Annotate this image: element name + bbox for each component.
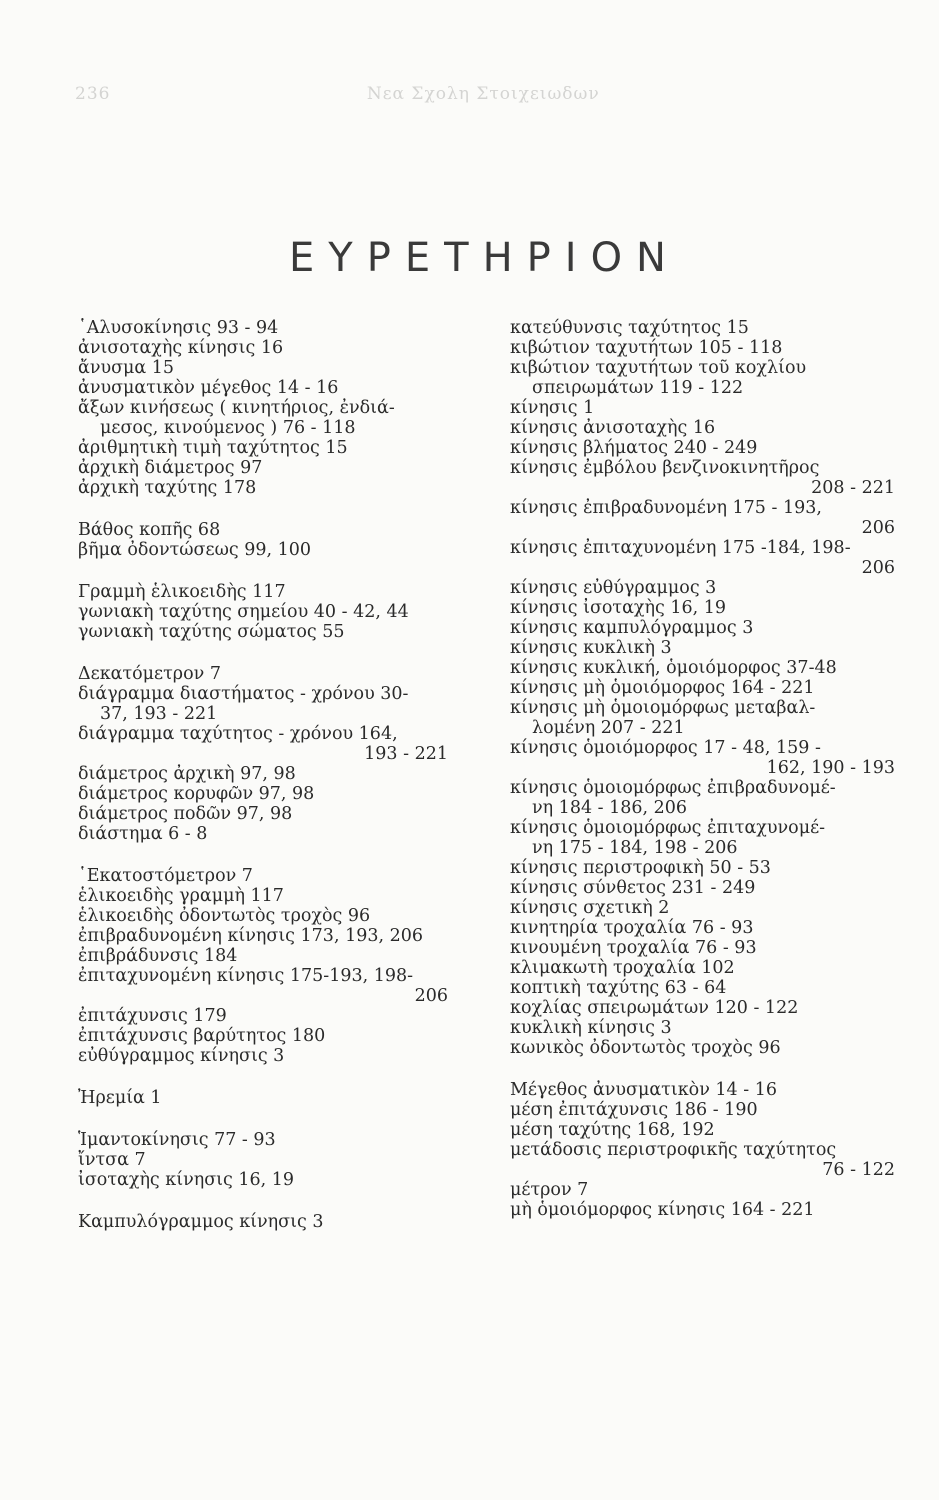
index-entry-continuation: 206: [861, 518, 895, 538]
index-entry-text: ῾Αλυσοκίνησις 93 - 94: [78, 318, 279, 338]
index-entry-continuation: 206: [861, 558, 895, 578]
index-entry-text: κωνικὸς ὀδοντωτὸς τροχὸς 96: [510, 1038, 781, 1058]
index-entry-text: διάμετρος ποδῶν 97, 98: [78, 804, 293, 824]
index-entry: [78, 1150, 448, 1170]
index-entry: [78, 520, 448, 540]
index-entry: [78, 602, 448, 622]
index-entry: [510, 1140, 895, 1180]
index-entry-text: κίνησις ἐπιταχυνομένη 175 -184, 198-: [510, 538, 851, 558]
index-entry: [510, 1080, 895, 1100]
index-entry: [78, 458, 448, 478]
index-entry: [510, 938, 895, 958]
index-entry-continuation: μεσος, κινούμενος ) 76 - 118: [100, 418, 356, 438]
index-entry: [78, 906, 448, 926]
index-entry-continuation: 193 - 221: [364, 744, 448, 764]
index-entry-text: ἐπιβράδυνσις 184: [78, 946, 238, 966]
index-entry-text: ῾Εκατοστόμετρον 7: [78, 866, 253, 886]
index-entry: [78, 664, 448, 684]
index-entry-text: Ἠρεμία 1: [78, 1088, 162, 1108]
index-entry: [510, 1120, 895, 1140]
index-entry-continuation: 37, 193 - 221: [100, 704, 218, 724]
index-entry: [78, 478, 448, 498]
index-entry-continuation: νη 184 - 186, 206: [532, 798, 688, 818]
index-entry-text: Δεκατόμετρον 7: [78, 664, 221, 684]
index-entry: [78, 824, 448, 844]
index-entry: [510, 738, 895, 778]
index-entry: [510, 318, 895, 338]
index-entry: [510, 1038, 895, 1058]
index-entry-text: κίνησις ἐπιβραδυνομένη 175 - 193,: [510, 498, 822, 518]
index-entry-text: ἐπιβραδυνομένη κίνησις 173, 193, 206: [78, 926, 424, 946]
index-entry-text: ἴντσα 7: [78, 1150, 146, 1170]
index-entry: [510, 978, 895, 998]
index-entry-text: κίνησις ὁμοιόμορφος 17 - 48, 159 -: [510, 738, 821, 758]
index-entry-text: βῆμα ὀδοντώσεως 99, 100: [78, 540, 311, 560]
letter-group-gap: [78, 498, 448, 520]
index-entry: [510, 398, 895, 418]
index-entry: [510, 1180, 895, 1200]
index-entry-text: ἑλικοειδὴς γραμμὴ 117: [78, 886, 284, 906]
index-entry: [78, 1046, 448, 1066]
index-entry-text: ἰσοταχὴς κίνησις 16, 19: [78, 1170, 295, 1190]
index-entry: [78, 886, 448, 906]
index-entry: [510, 658, 895, 678]
index-entry: [510, 358, 895, 398]
index-entry-text: κυκλικὴ κίνησις 3: [510, 1018, 672, 1038]
index-entry: [510, 638, 895, 658]
running-head: [75, 84, 865, 104]
index-entry-text: κίνησις 1: [510, 398, 595, 418]
index-entry-text: κλιμακωτὴ τροχαλία 102: [510, 958, 735, 978]
index-column-right: [510, 318, 895, 1220]
index-entry-text: ἀριθμητικὴ τιμὴ ταχύτητος 15: [78, 438, 348, 458]
index-entry: [510, 578, 895, 598]
index-entry-continuation: 206: [414, 986, 448, 1006]
index-entry-text: μέση ταχύτης 168, 192: [510, 1120, 715, 1140]
index-entry: [510, 958, 895, 978]
index-entry-text: κίνησις ὁμοιομόρφως ἐπιβραδυνομέ-: [510, 778, 836, 798]
index-entry: [78, 358, 448, 378]
index-entry: [78, 1170, 448, 1190]
index-entry-text: κίνησις ἰσοταχὴς 16, 19: [510, 598, 727, 618]
index-entry-text: κίνησις περιστροφικὴ 50 - 53: [510, 858, 771, 878]
index-entry: [78, 866, 448, 886]
index-entry: [510, 818, 895, 858]
index-entry: [510, 498, 895, 538]
index-entry-text: κιβώτιον ταχυτήτων τοῦ κοχλίου: [510, 358, 807, 378]
letter-group-gap: [510, 1058, 895, 1080]
index-entry-text: κίνησις κυκλικὴ 3: [510, 638, 672, 658]
index-entry-text: κινητηρία τροχαλία 76 - 93: [510, 918, 754, 938]
index-entry-text: ἄξων κινήσεως ( κινητήριος, ἐνδιά-: [78, 398, 395, 418]
index-entry-text: ἀνυσματικὸν μέγεθος 14 - 16: [78, 378, 339, 398]
page-number: 236: [75, 84, 111, 104]
index-entry-text: κίνησις ὁμοιομόρφως ἐπιταχυνομέ-: [510, 818, 826, 838]
index-entry-text: γωνιακὴ ταχύτης σημείου 40 - 42, 44: [78, 602, 409, 622]
index-entry: [78, 438, 448, 458]
index-entry: [78, 338, 448, 358]
letter-group-gap: [78, 1190, 448, 1212]
index-entry: [510, 618, 895, 638]
index-entry-text: ἄνυσμα 15: [78, 358, 175, 378]
index-entry-text: Μέγεθος ἀνυσματικὸν 14 - 16: [510, 1080, 777, 1100]
index-entry-text: ἐπιταχυνομένη κίνησις 175-193, 198-: [78, 966, 414, 986]
index-entry: [78, 1212, 448, 1232]
index-entry: [78, 966, 448, 1006]
index-entry: [78, 684, 448, 724]
index-entry-text: διάγραμμα ταχύτητος - χρόνου 164,: [78, 724, 398, 744]
index-entry: [510, 538, 895, 578]
index-entry: [510, 918, 895, 938]
index-entry-text: διάγραμμα διαστήματος - χρόνου 30-: [78, 684, 409, 704]
index-entry: [510, 338, 895, 358]
letter-group-gap: [78, 560, 448, 582]
letter-group-gap: [78, 1066, 448, 1088]
index-entry: [510, 458, 895, 498]
index-entry: [78, 398, 448, 438]
index-entry: [510, 998, 895, 1018]
index-entry: [78, 622, 448, 642]
index-entry: [78, 582, 448, 602]
index-entry: [78, 764, 448, 784]
index-entry-continuation: λομένη 207 - 221: [532, 718, 685, 738]
index-entry-text: ἐπιτάχυνσις 179: [78, 1006, 227, 1026]
index-entry-text: κίνησις εὐθύγραμμος 3: [510, 578, 717, 598]
index-entry: [510, 418, 895, 438]
index-entry-text: κίνησις ἐμβόλου βενζινοκινητῆρος: [510, 458, 820, 478]
index-entry-text: εὐθύγραμμος κίνησις 3: [78, 1046, 285, 1066]
index-entry-text: ἀρχικὴ ταχύτης 178: [78, 478, 257, 498]
index-entry: [510, 598, 895, 618]
running-head-text: Νεα Σχολη Στοιχειωδων: [366, 84, 600, 104]
index-entry-text: κοπτικὴ ταχύτης 63 - 64: [510, 978, 727, 998]
index-entry: [510, 878, 895, 898]
letter-group-gap: [78, 1108, 448, 1130]
index-entry-text: κίνησις βλήματος 240 - 249: [510, 438, 758, 458]
index-entry-text: κατεύθυνσις ταχύτητος 15: [510, 318, 749, 338]
index-entry-text: μέση ἐπιτάχυνσις 186 - 190: [510, 1100, 758, 1120]
index-entry-continuation: σπειρωμάτων 119 - 122: [532, 378, 744, 398]
index-entry-text: Ἱμαντοκίνησις 77 - 93: [78, 1130, 276, 1150]
index-entry-text: Γραμμὴ ἑλικοειδὴς 117: [78, 582, 286, 602]
index-entry: [510, 678, 895, 698]
index-entry: [78, 1006, 448, 1026]
index-entry: [78, 784, 448, 804]
index-entry-text: μὴ ὁμοιόμορφος κίνησις 164 - 221: [510, 1200, 815, 1220]
index-entry: [510, 1100, 895, 1120]
index-entry: [510, 858, 895, 878]
index-entry-text: διάστημα 6 - 8: [78, 824, 208, 844]
index-entry: [78, 1088, 448, 1108]
index-entry-text: μέτρον 7: [510, 1180, 589, 1200]
index-entry: [78, 1130, 448, 1150]
index-entry-text: κίνησις κυκλική, ὁμοιόμορφος 37-48: [510, 658, 837, 678]
index-entry-text: κίνησις σχετικὴ 2: [510, 898, 670, 918]
index-entry-text: Βάθος κοπῆς 68: [78, 520, 221, 540]
index-entry: [510, 438, 895, 458]
index-column-left: [78, 318, 448, 1232]
index-entry-text: ἀνισοταχὴς κίνησις 16: [78, 338, 284, 358]
index-entry: [78, 540, 448, 560]
index-entry-text: διάμετρος ἀρχικὴ 97, 98: [78, 764, 296, 784]
index-entry-text: ἐπιτάχυνσις βαρύτητος 180: [78, 1026, 326, 1046]
index-entry-text: γωνιακὴ ταχύτης σώματος 55: [78, 622, 345, 642]
index-entry: [78, 318, 448, 338]
index-entry-continuation: 162, 190 - 193: [766, 758, 895, 778]
index-entry: [78, 378, 448, 398]
index-entry-continuation: 76 - 122: [822, 1160, 895, 1180]
index-entry-text: κιβώτιον ταχυτήτων 105 - 118: [510, 338, 783, 358]
index-entry: [510, 1200, 895, 1220]
index-entry: [510, 898, 895, 918]
index-entry: [78, 946, 448, 966]
index-entry-text: κοχλίας σπειρωμάτων 120 - 122: [510, 998, 799, 1018]
index-entry-text: κίνησις ἀνισοταχὴς 16: [510, 418, 716, 438]
index-entry: [78, 724, 448, 764]
index-entry-text: ἑλικοειδὴς ὀδοντωτὸς τροχὸς 96: [78, 906, 371, 926]
index-entry-text: κίνησις μὴ ὁμοιόμορφος 164 - 221: [510, 678, 815, 698]
index-entry: [510, 778, 895, 818]
index-entry: [510, 698, 895, 738]
index-entry-text: κίνησις μὴ ὁμοιομόρφως μεταβαλ-: [510, 698, 816, 718]
index-entry-continuation: νη 175 - 184, 198 - 206: [532, 838, 738, 858]
index-entry-continuation: 208 - 221: [811, 478, 895, 498]
page-title: ΕΥΡΕΤΗΡΙΟΝ: [289, 234, 680, 281]
index-entry-text: Καμπυλόγραμμος κίνησις 3: [78, 1212, 324, 1232]
letter-group-gap: [78, 642, 448, 664]
index-entry-text: κινουμένη τροχαλία 76 - 93: [510, 938, 757, 958]
index-entry: [510, 1018, 895, 1038]
index-entry-text: διάμετρος κορυφῶν 97, 98: [78, 784, 315, 804]
index-entry-text: κίνησις καμπυλόγραμμος 3: [510, 618, 754, 638]
index-entry-text: μετάδοσις περιστροφικῆς ταχύτητος: [510, 1140, 837, 1160]
index-entry-text: κίνησις σύνθετος 231 - 249: [510, 878, 756, 898]
index-entry: [78, 1026, 448, 1046]
letter-group-gap: [78, 844, 448, 866]
index-entry: [78, 804, 448, 824]
index-entry: [78, 926, 448, 946]
index-entry-text: ἀρχικὴ διάμετρος 97: [78, 458, 263, 478]
